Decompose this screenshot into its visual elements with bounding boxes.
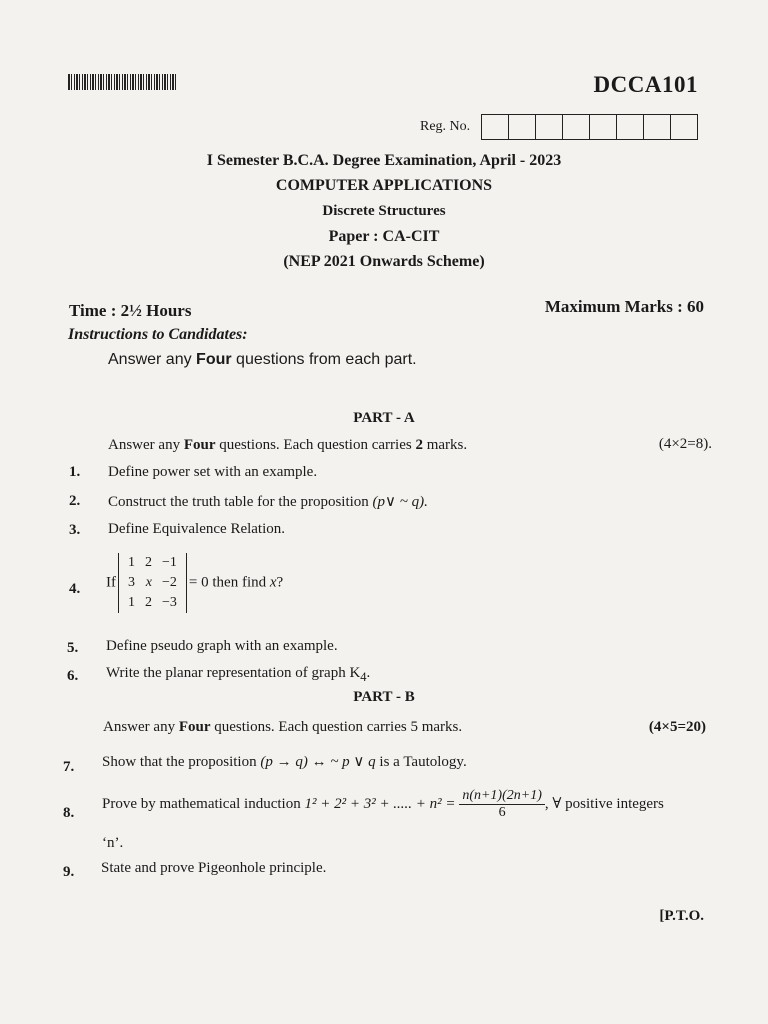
reg-no-box[interactable]: [590, 115, 617, 139]
question-number: 7.: [63, 759, 75, 775]
part-b-instructions: Answer any Four questions. Each question carries 5 marks.: [103, 719, 463, 735]
question-number: 1.: [69, 464, 81, 480]
question-text: Define Equivalence Relation.: [108, 521, 286, 537]
question-text: State and prove Pigeonhole principle.: [101, 860, 327, 876]
reg-no-boxes[interactable]: [481, 114, 698, 140]
paper-code: DCCA101: [593, 72, 698, 97]
max-marks-label: Maximum Marks : 60: [544, 297, 704, 316]
question-number: 4.: [69, 581, 81, 597]
question-text: Show that the proposition (p → q) ↔ ~ p ∨ q is a Tautology.: [102, 754, 467, 770]
question-number: 3.: [69, 522, 81, 538]
question-text: Define pseudo graph with an example.: [106, 638, 338, 654]
question-text: Prove by mathematical induction 1² + 2² + 3² + ..... + n² = $\frac{n(n+1)(2n+1)}{6}$ , ∀ positive integers: [102, 788, 664, 820]
barcode: [68, 74, 176, 90]
reg-no-label: Reg. No.: [420, 119, 471, 134]
reg-no-box[interactable]: [617, 115, 644, 139]
reg-no-box[interactable]: [509, 115, 536, 139]
part-b-title: PART - B: [353, 689, 415, 705]
reg-no-box[interactable]: [563, 115, 590, 139]
reg-no-box[interactable]: [482, 115, 509, 139]
question-number: 2.: [69, 493, 81, 509]
question-number: 9.: [63, 864, 75, 880]
part-a-instructions: Answer any Four questions. Each question carries 2 marks.: [108, 437, 468, 453]
question-number: 6.: [67, 668, 79, 684]
part-b-marks: (4×5=20): [648, 719, 706, 735]
reg-no-box[interactable]: [644, 115, 671, 139]
part-a-marks: (4×2=8).: [658, 436, 712, 452]
question-text: Write the planar representation of graph $K_4$.: [106, 665, 371, 684]
question-text: If 1 2 −1 3 x −2 1 2 −3 = 0 then find x?: [106, 553, 283, 613]
scheme-title: (NEP 2021 Onwards Scheme): [283, 253, 485, 270]
instructions-heading: Instructions to Candidates:: [68, 326, 248, 343]
question-number: 5.: [67, 640, 79, 656]
question-text: Construct the truth table for the proposition (p∨ ~ q).: [108, 494, 428, 510]
reg-no-box[interactable]: [671, 115, 697, 139]
subject-title: COMPUTER APPLICATIONS: [275, 177, 493, 194]
part-a-title: PART - A: [353, 410, 415, 426]
determinant-matrix: 1 2 −1 3 x −2 1 2 −3: [118, 553, 187, 613]
question-number: 8.: [63, 805, 75, 821]
exam-title: I Semester B.C.A. Degree Examination, April - 2023: [206, 152, 562, 169]
course-title: Discrete Structures: [322, 203, 446, 219]
time-label: Time : 2½ Hours: [69, 301, 192, 320]
fraction: $\frac{n(n+1)(2n+1)}{6}$: [459, 788, 545, 821]
instructions-text: Answer any Four questions from each part.: [108, 351, 417, 368]
question-text: Define power set with an example.: [108, 464, 318, 480]
reg-no-box[interactable]: [536, 115, 563, 139]
pto-label: [P.T.O.: [659, 908, 704, 924]
question-text-continued: ‘n’.: [102, 835, 124, 851]
paper-title: Paper : CA-CIT: [328, 228, 440, 245]
